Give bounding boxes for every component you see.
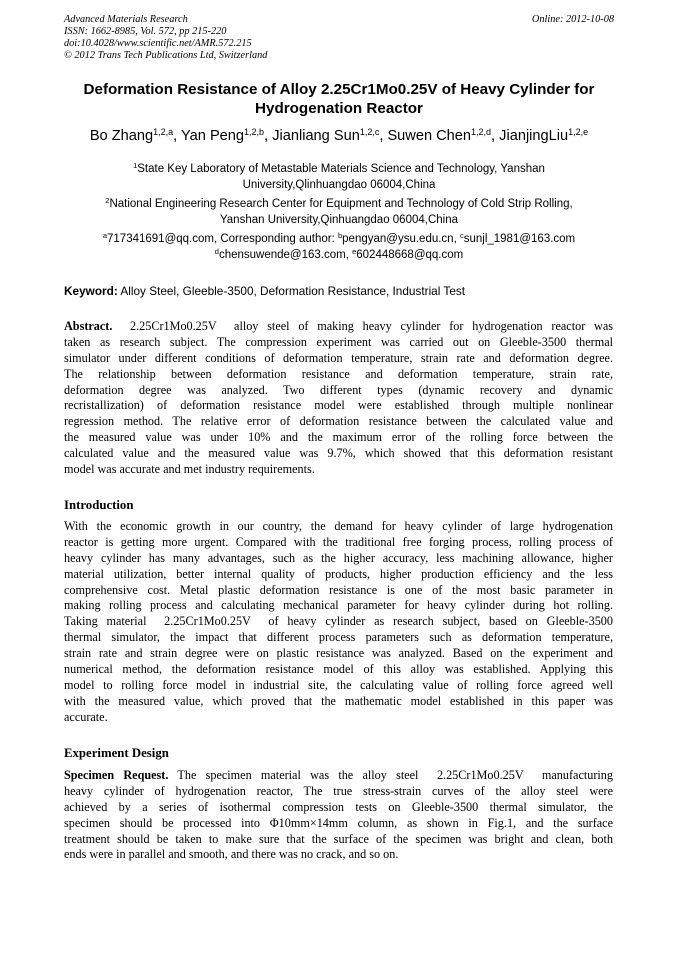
experiment-line: heavy cylinder of hydrogenation reactor, The true stress-strain curves of the alloy steel were (64, 783, 613, 798)
intro-line: thermal simulator, the impact that different process parameters such as deformation temperature, (64, 630, 613, 645)
author-name: Yan Peng (181, 128, 245, 144)
affiliation-line (60, 162, 618, 178)
email-sup: c (459, 231, 464, 240)
email-sup: d (214, 246, 219, 256)
intro-line: Taking material 2.25Cr1Mo0.25V of heavy cylinder as research subject, based on Gleeble-3500 (64, 614, 613, 629)
intro-line: model to rolling force model in industrial site, the calculating value of rolling force agreed well (64, 677, 613, 692)
issn-line: ISSN: 1662-8985, Vol. 572, pp 215-220 (64, 26, 227, 37)
author-sup: 1,2,e (568, 127, 589, 137)
affiliation-sup: 1 (133, 161, 138, 170)
intro-line: material utilization, better internal quality of products, higher production efficiency and the less (64, 566, 613, 581)
experiment-line (64, 768, 613, 784)
keywords-text: Alloy Steel, Gleeble-3500, Deformation Resistance, Industrial Test (117, 284, 466, 298)
experiment-text: The specimen material was the alloy steel 2.25Cr1Mo0.25V manufacturing (168, 768, 613, 782)
email-text[interactable]: sunjl_1981@163.com (463, 233, 576, 245)
affiliation-line: Yanshan University,Qinhuangdao 06004,China (219, 213, 459, 226)
experiment-line: specimen should be processed into Φ10mm×14mm column, as shown in Fig.1, and the surface (64, 815, 613, 830)
intro-line: heavy cylinder has many advantages, such as the higher accuracy, less machining allowance, higher (64, 550, 613, 565)
intro-line: making rolling process and calculating mechanical parameter for heavy cylinder during hot rolling. (64, 598, 613, 613)
intro-line: accurate. (64, 709, 108, 724)
abstract-text: 2.25Cr1Mo0.25V alloy steel of making heavy cylinder for hydrogenation reactor was (112, 319, 613, 333)
email-text[interactable]: chensuwende@163.com, (218, 248, 353, 261)
abstract-line: calculated value and the measured value was 9.7%, which showed that this deformation resistant (64, 446, 613, 461)
author-name: JianjingLiu (499, 128, 569, 144)
email-text[interactable]: pengyan@ysu.edu.cn, (342, 233, 460, 245)
intro-line: comprehensive cost. Metal plastic deformation resistance is one of the most basic parameter in (64, 582, 613, 597)
abstract-line: model was accurate and met industry requirements. (64, 462, 315, 477)
abstract-line: The relationship between deformation resistance and deformation temperature, strain rate, (64, 366, 613, 381)
experiment-body (64, 768, 613, 863)
specimen-request-label: Specimen Request. (64, 768, 169, 782)
copyright-line: © 2012 Trans Tech Publications Ltd, Switzerland (64, 50, 268, 61)
introduction-heading: Introduction (64, 498, 134, 512)
abstract-label: Abstract. (64, 319, 113, 333)
author-list: Bo Zhang$^{1,2,a}$, Yan Peng$^{1,2,b}$, Jianliang Sun$^{1,2,c}$, Suwen Chen$^{1,2,d}$, JianjingLiu$^{1,2,e}$ (89, 127, 589, 144)
email-block (60, 232, 618, 263)
journal-header (64, 14, 267, 62)
author-sup: 1,2,a (153, 127, 174, 137)
experiment-line: achieved by a series of isothermal compression tests on Gleeble-3500 thermal simulator, the (64, 799, 613, 814)
abstract-line: regression method. The relative error of deformation resistance between the calculated value and (64, 414, 613, 429)
journal-name: Advanced Materials Research (64, 14, 188, 25)
affiliation-line (60, 197, 618, 213)
author-name: Bo Zhang (89, 128, 154, 144)
experiment-line: ends were in parallel and smooth, and there was no crack, and so on. (64, 847, 399, 862)
abstract-line: deformation degree was analyzed. Two different types (dynamic recovery and dynamic (64, 382, 613, 397)
experiment-line: treatment should be taken to make sure that the surface of the specimen was bright and clean, both (64, 831, 613, 846)
intro-line: numerical method, the deformation resistance model of this alloy was established. Applying this (64, 662, 613, 677)
abstract-line: the measured value was under 10% and the maximum error of the rolling force between the (64, 430, 613, 445)
introduction-body (64, 519, 613, 726)
email-text[interactable]: 717341691@qq.com, Corresponding author: (107, 233, 338, 245)
affiliation-text: National Engineering Research Center for Equipment and Technology of Cold Strip Rolling, (109, 198, 573, 210)
affiliation-sup: 2 (105, 196, 110, 205)
email-line (60, 248, 618, 264)
abstract-line (64, 319, 613, 335)
email-text[interactable]: 602448668@qq.com (356, 248, 464, 261)
author-name: Jianliang Sun (272, 128, 360, 144)
affiliation-1 (60, 162, 618, 193)
intro-line: reactor is getting more urgent. Compared with the traditional free forging process, rolling process of (64, 534, 613, 549)
abstract-line: recristallization) of deformation resistance model were established through multiple nonlinear (64, 398, 613, 413)
doi-line[interactable]: doi:10.4028/www.scientific.net/AMR.572.215 (64, 38, 252, 49)
author-name: Suwen Chen (387, 128, 472, 144)
keywords (64, 284, 624, 299)
author-sup: 1,2,b (244, 127, 265, 137)
affiliation-line: University,Qlinhuangdao 06004,China (242, 178, 436, 191)
abstract (64, 319, 613, 478)
intro-line: strain rate and strain degree were on plastic resistance was analyzed. Based on the experiment and (64, 646, 613, 661)
keywords-label: Keyword: (64, 284, 118, 298)
abstract-line: simulator under different conditions of deformation temperature, strain rate and deformation degree. (64, 350, 613, 365)
author-sup: 1,2,c (359, 127, 380, 137)
email-line (60, 232, 618, 248)
author-sup: 1,2,d (471, 127, 492, 137)
affiliation-text: State Key Laboratory of Metastable Materials Science and Technology, Yanshan (137, 163, 545, 175)
intro-line: With the economic growth in our country, the demand for heavy cylinder of large hydrogenation (64, 519, 613, 533)
experiment-heading: Experiment Design (64, 746, 169, 760)
paper-title (56, 80, 622, 118)
title-line: Deformation Resistance of Alloy 2.25Cr1Mo0.25V of Heavy Cylinder for (83, 81, 595, 98)
email-sup: b (337, 231, 343, 240)
affiliation-2 (60, 197, 618, 228)
online-date: Online: 2012-10-08 (531, 14, 614, 25)
intro-line: with the measured value, which proved that the mathematic model established in this paper was (64, 693, 613, 708)
email-sup: a (102, 231, 108, 240)
title-line: Hydrogenation Reactor (255, 100, 423, 117)
abstract-line: taken as research subject. The compression experiment was carried out on Gleeble-3500 thermal (64, 334, 613, 349)
email-sup: e (352, 246, 357, 256)
